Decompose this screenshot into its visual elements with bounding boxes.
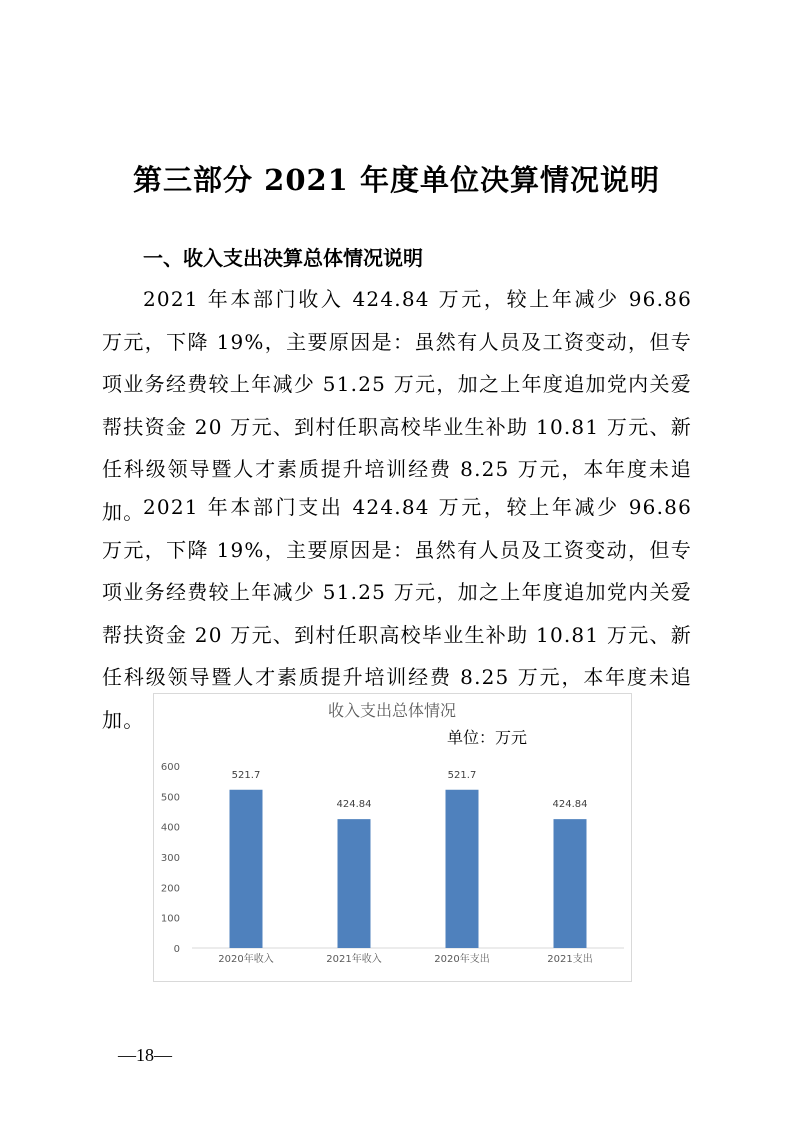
bar (338, 819, 371, 948)
page-number: —18— (118, 1045, 172, 1065)
bar (446, 790, 479, 948)
chart-subtitle: 单位：万元 (447, 728, 528, 747)
data-label: 521.7 (447, 769, 477, 781)
data-label: 424.84 (552, 799, 588, 811)
paragraph-expenditure: 2021 年本部门支出 424.84 万元，较上年减少 96.86 万元，下降 19%，主要原因是：虽然有人员及工资变动，但专项业务经费较上年减少 51.25 万元，加之上年度追加党内关爱帮扶资金 20 万元、到村任职高校毕业生补助 10.81 万元、新任科级领导暨人才素质提升培训经费 8.25 万元，本年度未追加。 (102, 495, 692, 732)
bar (230, 790, 263, 948)
y-tick-label: 400 (160, 822, 180, 834)
y-tick-label: 0 (173, 944, 180, 955)
section-heading: 一、收入支出决算总体情况说明 (143, 246, 423, 270)
x-tick-label: 2021支出 (547, 954, 593, 965)
data-label: 521.7 (231, 769, 261, 781)
data-label: 424.84 (336, 799, 372, 811)
y-tick-label: 100 (160, 913, 180, 925)
x-tick-label: 2021年收入 (326, 954, 382, 965)
chart-title: 收入支出总体情况 (327, 701, 457, 720)
page-title: 第三部分 2021 年度单位决算情况说明 (133, 163, 660, 197)
x-tick-label: 2020年收入 (218, 954, 274, 965)
chart-svg (154, 694, 631, 981)
bar-chart (153, 693, 632, 982)
paragraph-income: 2021 年本部门收入 424.84 万元，较上年减少 96.86 万元，下降 19%，主要原因是：虽然有人员及工资变动，但专项业务经费较上年减少 51.25 万元，加之上年度追加党内关爱帮扶资金 20 万元、到村任职高校毕业生补助 10.81 万元、新任科级领导暨人才素质提升培训经费 8.25 万元，本年度未追加。 (102, 287, 692, 524)
y-tick-label: 500 (160, 792, 180, 804)
x-tick-label: 2020年支出 (434, 954, 490, 965)
y-tick-label: 600 (160, 762, 180, 773)
y-tick-label: 200 (160, 883, 180, 895)
bar (554, 819, 587, 948)
y-tick-label: 300 (160, 853, 180, 864)
